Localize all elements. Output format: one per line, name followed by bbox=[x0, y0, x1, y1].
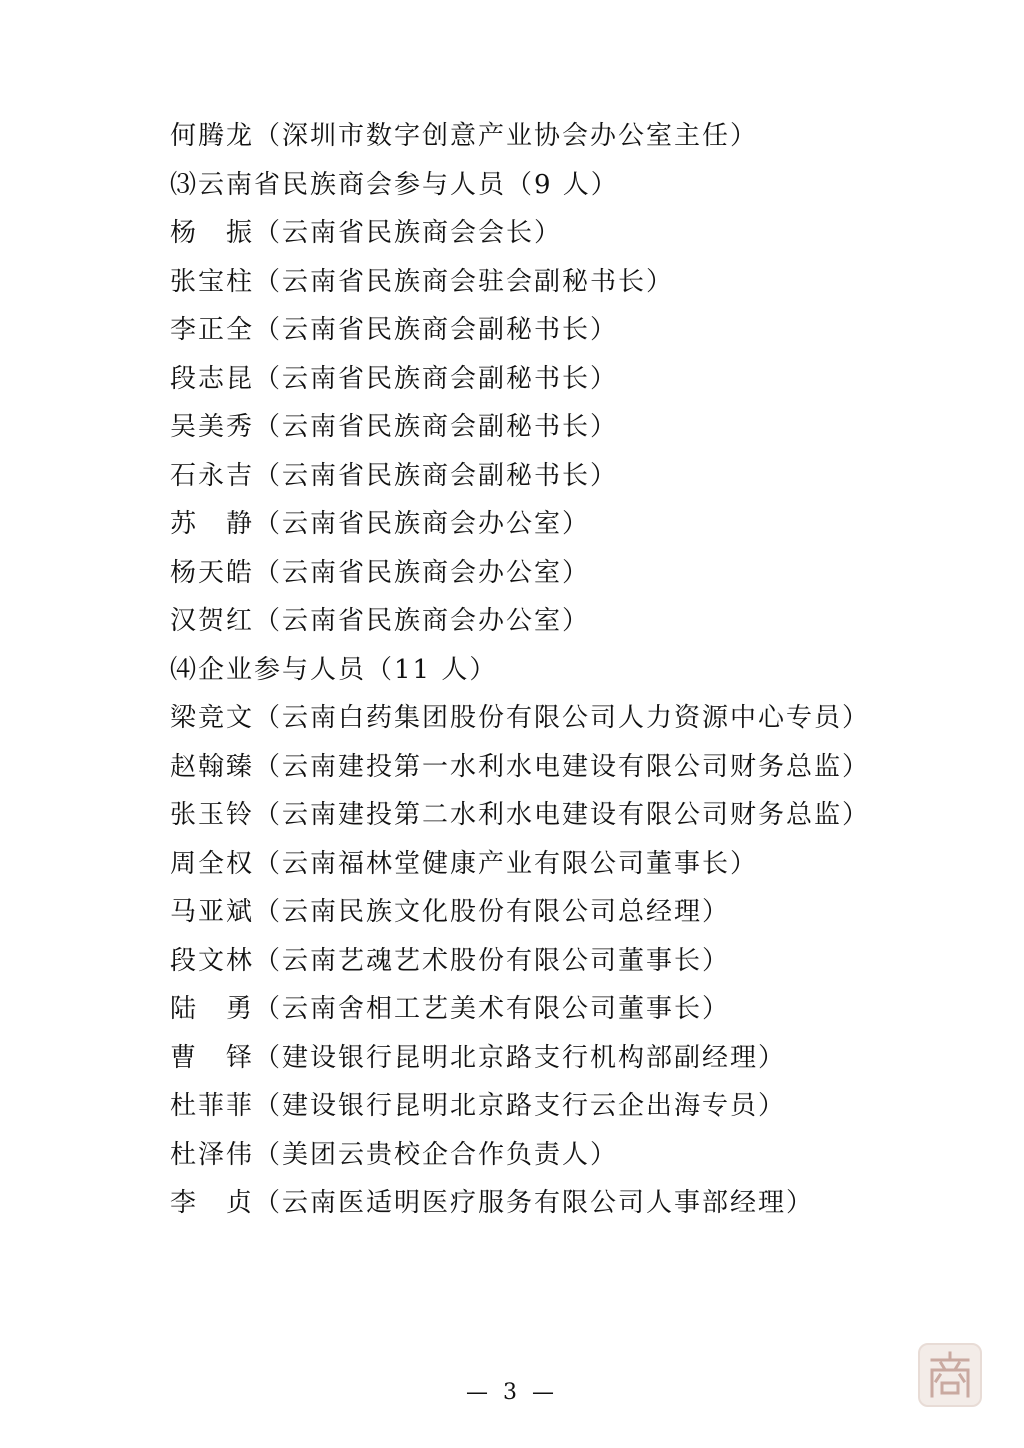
list-item: 张宝柱（云南省民族商会驻会副秘书长） bbox=[170, 266, 675, 297]
list-item: 赵翰臻（云南建投第一水利水电建设有限公司财务总监） bbox=[170, 751, 871, 782]
list-item: 曹 铎（建设银行昆明北京路支行机构部副经理） bbox=[170, 1042, 787, 1073]
list-item: 汉贺红（云南省民族商会办公室） bbox=[170, 606, 591, 636]
page-number: — 3 — bbox=[466, 1380, 558, 1405]
list-item: 杜菲菲（建设银行昆明北京路支行云企出海专员） bbox=[170, 1091, 787, 1121]
list-item: 石永吉（云南省民族商会副秘书长） bbox=[170, 460, 619, 491]
seal-glyph bbox=[924, 1349, 976, 1401]
list-item: 李正全（云南省民族商会副秘书长） bbox=[170, 315, 619, 345]
list-item: 苏 静（云南省民族商会办公室） bbox=[170, 509, 591, 539]
list-item: 杜泽伟（美团云贵校企合作负责人） bbox=[170, 1139, 619, 1170]
list-item: 陆 勇（云南舍相工艺美术有限公司董事长） bbox=[170, 994, 731, 1024]
list-item: 杨天皓（云南省民族商会办公室） bbox=[170, 557, 591, 588]
list-item: 吴美秀（云南省民族商会副秘书长） bbox=[170, 412, 619, 442]
list-item: 梁竞文（云南白药集团股份有限公司人力资源中心专员） bbox=[170, 703, 871, 733]
list-item: 段文林（云南艺魂艺术股份有限公司董事长） bbox=[170, 945, 731, 976]
section-heading-ethnic-chamber: ⑶云南省民族商会参与人员（9 人） bbox=[170, 169, 619, 200]
participant-list bbox=[170, 112, 870, 1228]
list-item: 周全权（云南福林堂健康产业有限公司董事长） bbox=[170, 848, 759, 879]
section-heading-enterprises: ⑷企业参与人员（11 人） bbox=[170, 654, 498, 685]
shang-seal-icon bbox=[918, 1343, 982, 1407]
list-item: 马亚斌（云南民族文化股份有限公司总经理） bbox=[170, 897, 731, 927]
list-item: 张玉铃（云南建投第二水利水电建设有限公司财务总监） bbox=[170, 800, 871, 830]
list-item: 段志昆（云南省民族商会副秘书长） bbox=[170, 363, 619, 394]
list-item: 何腾龙（深圳市数字创意产业协会办公室主任） bbox=[170, 121, 759, 151]
list-item: 杨 振（云南省民族商会会长） bbox=[170, 218, 563, 248]
list-item: 李 贞（云南医适明医疗服务有限公司人事部经理） bbox=[170, 1188, 815, 1218]
